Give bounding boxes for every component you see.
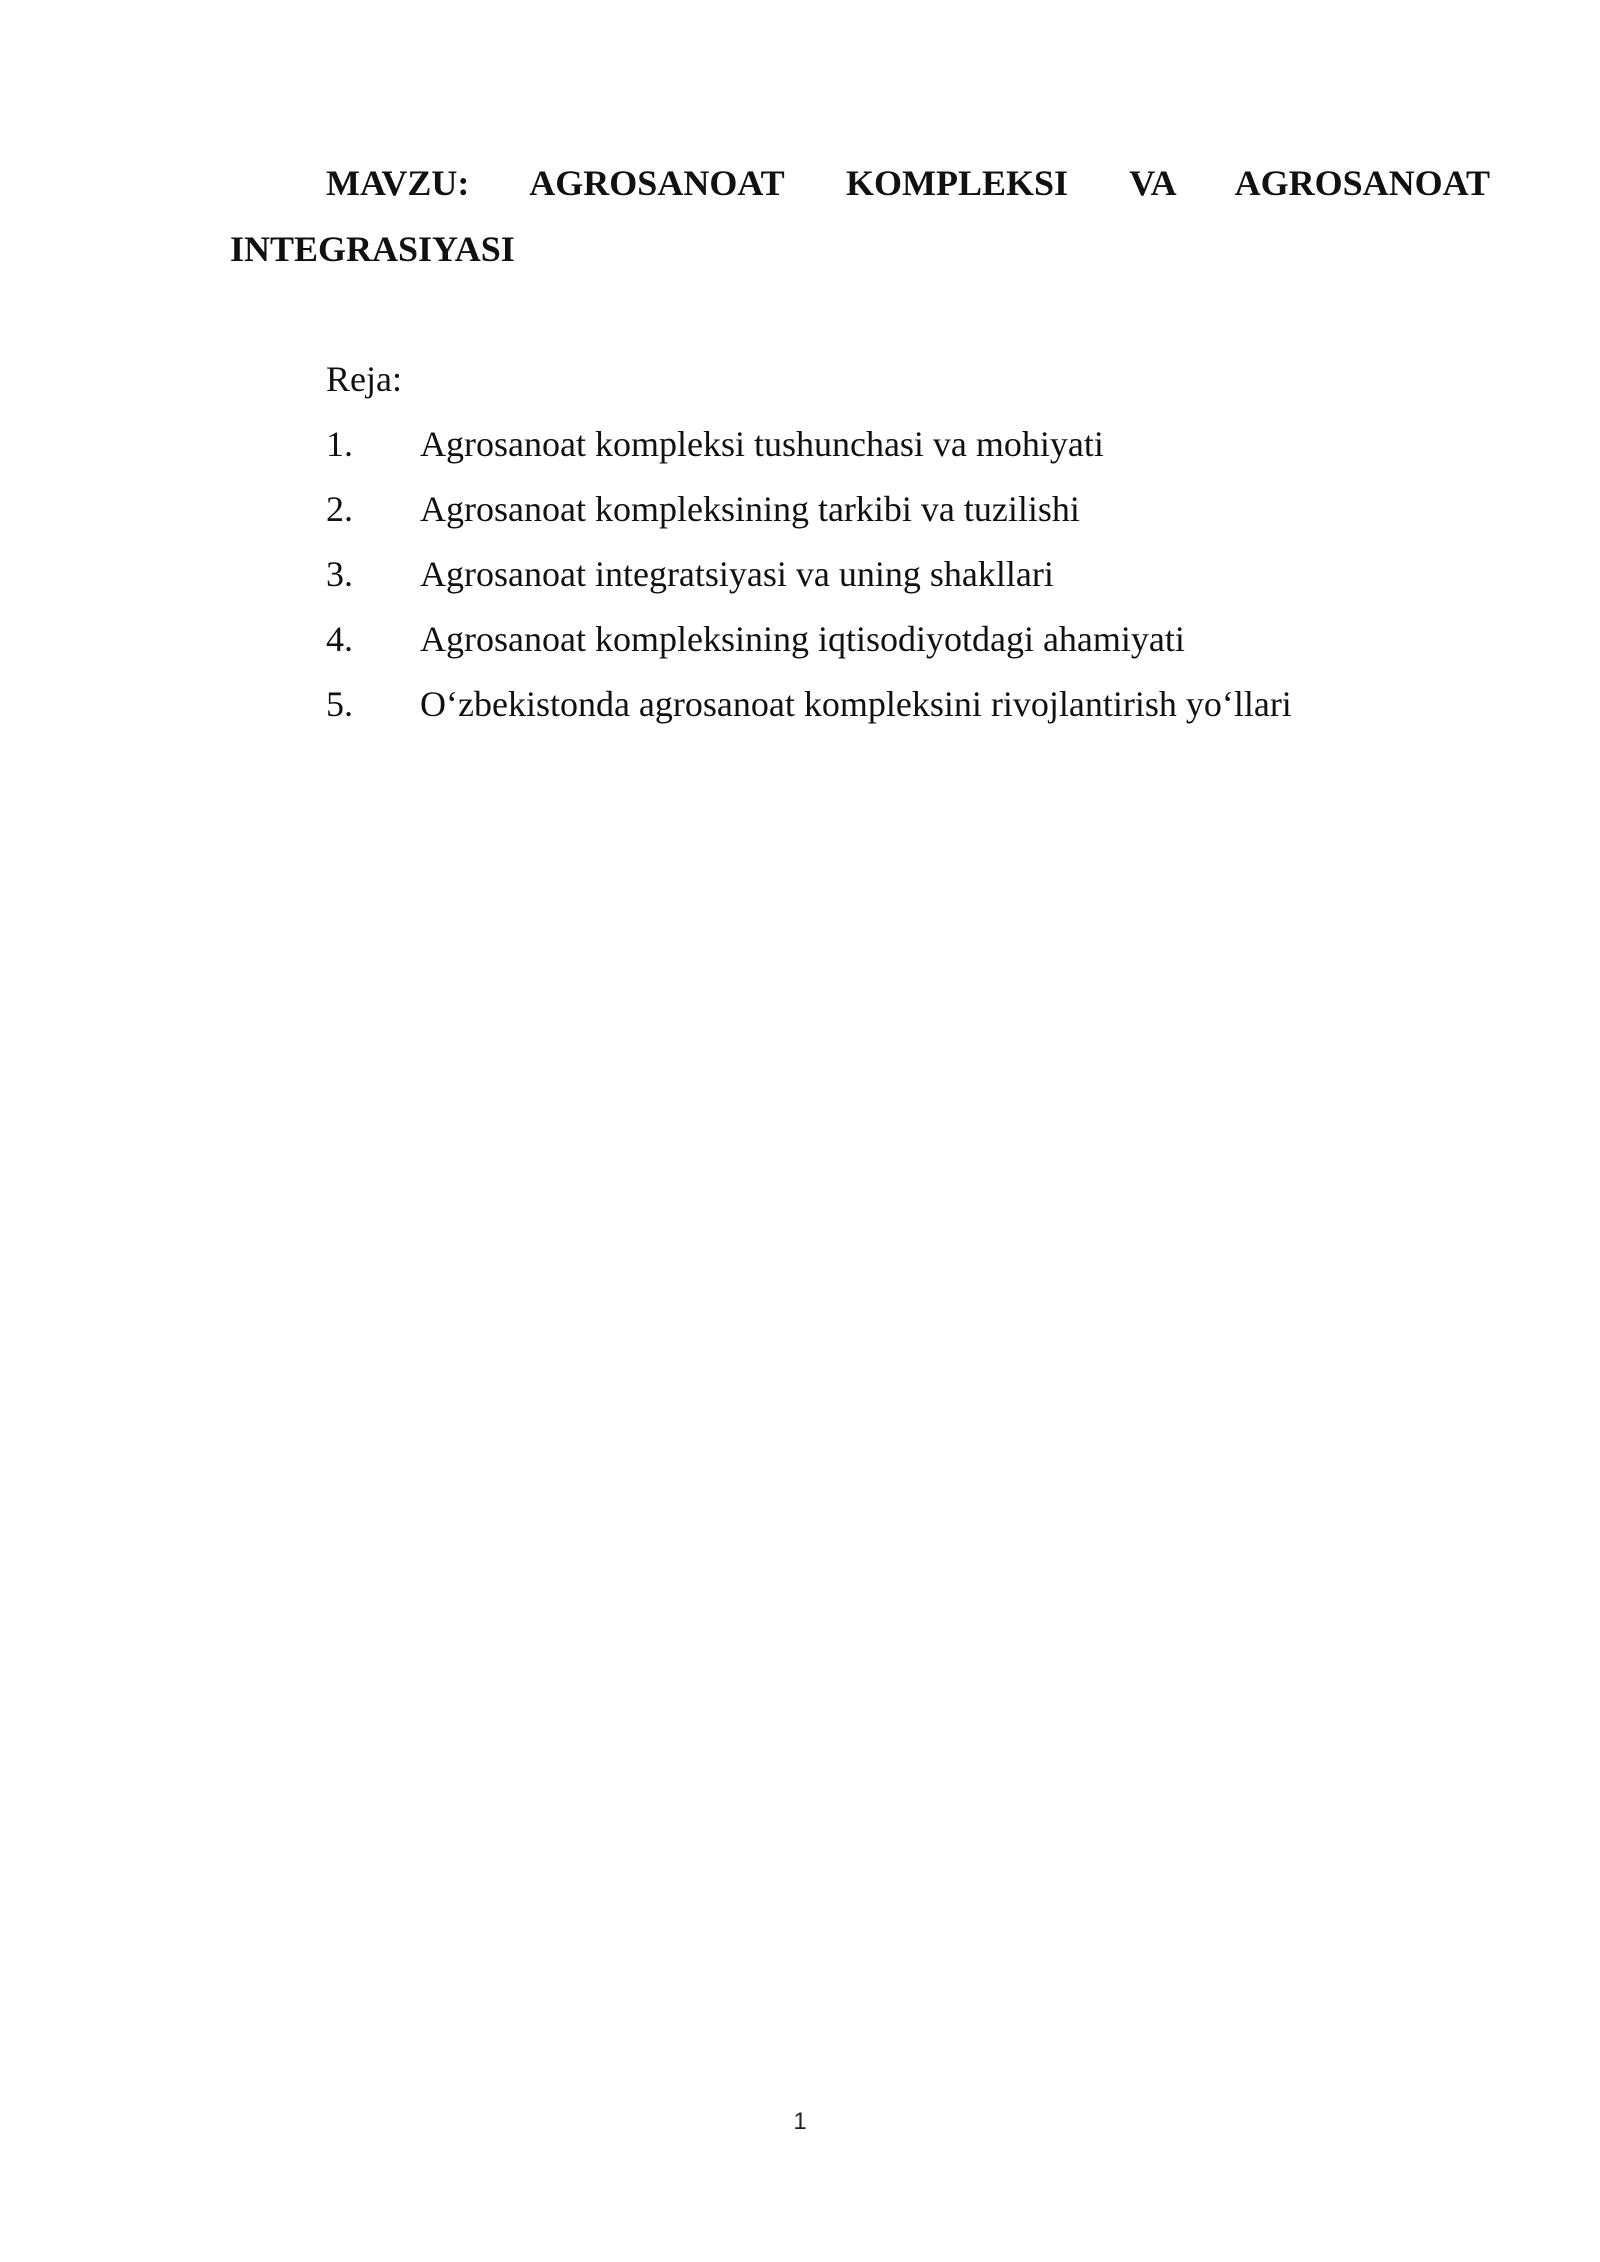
plan-item-text: O‘zbekistonda agrosanoat kompleksini rivojlantirish yo‘llari	[420, 684, 1292, 724]
plan-item-number: 4.	[326, 619, 353, 659]
plan-item	[326, 672, 1426, 737]
plan-list	[326, 412, 1426, 737]
plan-item-number: 5.	[326, 684, 353, 724]
plan-item-number: 2.	[326, 489, 353, 529]
plan-item	[326, 542, 1426, 607]
plan-item-text: Agrosanoat integratsiyasi va uning shakllari	[420, 554, 1054, 594]
plan-item	[326, 607, 1426, 672]
plan-item-number: 1.	[326, 424, 353, 464]
plan-item	[326, 477, 1426, 542]
plan-heading: Reja:	[326, 359, 402, 399]
plan-section	[326, 347, 1426, 737]
page-number: 1	[793, 2108, 807, 2135]
plan-item-text: Agrosanoat kompleksi tushunchasi va mohiyati	[420, 424, 1104, 464]
title-line-1: MAVZU: AGROSANOAT KOMPLEKSI VA AGROSANOAT	[326, 163, 1490, 203]
plan-item-text: Agrosanoat kompleksining iqtisodiyotdagi ahamiyati	[420, 619, 1185, 659]
plan-item-number: 3.	[326, 554, 353, 594]
title-line-2: INTEGRASIYASI	[230, 229, 515, 269]
document-title	[230, 150, 1490, 282]
plan-item-text: Agrosanoat kompleksining tarkibi va tuzilishi	[420, 489, 1080, 529]
plan-item	[326, 412, 1426, 477]
